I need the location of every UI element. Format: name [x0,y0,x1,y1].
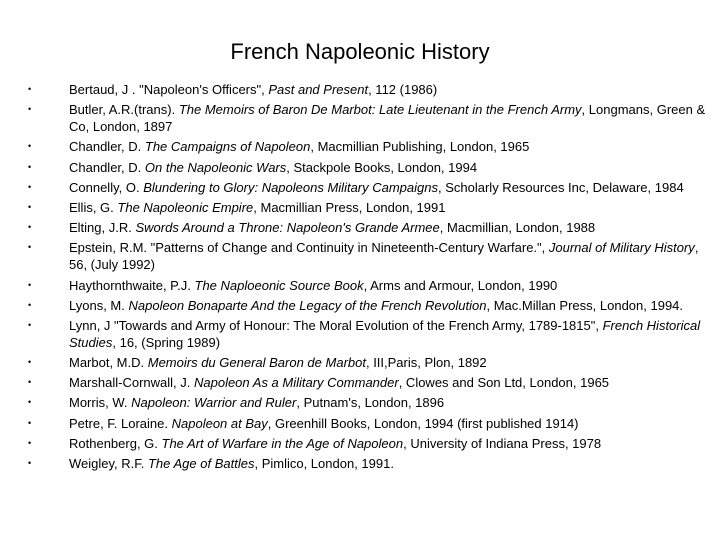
bullet-icon: • [28,242,32,253]
reference-item [28,455,708,472]
bullet-icon: • [28,201,32,212]
reference-title: The Napoleonic Empire [117,199,254,215]
reference-author: Weigley, R.F. [69,456,148,471]
bullet-icon: • [28,141,32,152]
reference-item [28,138,708,155]
reference-details: , Scholarly Resources Inc, Delaware, 1984 [438,179,684,195]
reference-item [28,317,708,351]
slide-title: French Napoleonic History [230,39,490,64]
bullet-icon: • [28,104,32,115]
reference-details: , 16, (Spring 1989) [112,334,221,350]
reference-author: Lyons, M. [69,297,129,313]
bullet-icon: • [28,437,32,448]
bullet-icon: • [28,161,32,172]
reference-list [28,81,708,475]
reference-title: The Campaigns of Napoleon [144,139,311,155]
bullet-icon: • [28,319,32,330]
reference-author: Epstein, R.M. "Patterns of Change and Continuity in Nineteenth-Century Warfare.", [69,240,549,256]
reference-author: Lynn, J "Towards and Army of Honour: The Moral Evolution of the French Army, 1789-1815", [69,317,603,333]
bullet-icon: • [28,279,32,290]
reference-author: Ellis, G. [69,199,118,215]
reference-title: Napoleon: Warrior and Ruler [131,395,297,411]
bullet-icon: • [28,377,32,388]
reference-details: , III,Paris, Plon, 1892 [365,355,487,371]
reference-item [28,297,708,314]
bullet-icon: • [28,181,32,192]
reference-details: , Mac.Millan Press, London, 1994. [486,297,684,313]
bullet-icon: • [28,357,32,368]
reference-title: The Age of Battles [147,456,255,471]
bullet-icon: • [28,417,32,428]
reference-item [28,415,708,432]
reference-title: The Art of Warfare in the Age of Napoleon [161,435,404,451]
reference-item [28,394,708,411]
reference-item [28,239,708,273]
reference-details: , Macmillian Publishing, London, 1965 [310,139,530,155]
reference-title: Napoleon Bonaparte And the Legacy of the French Revolution [128,297,487,313]
reference-title: Memoirs du General Baron de Marbot [147,355,366,371]
reference-author: Elting, J.R. [69,220,136,236]
reference-title: The Naploeonic Source Book [194,277,364,293]
reference-item [28,219,708,236]
reference-details: , Macmillian, London, 1988 [439,220,596,236]
reference-title: Journal of Military History [548,240,695,256]
reference-title: French Historical Studies [69,317,701,350]
reference-item [28,179,708,196]
reference-title: The Memoirs of Baron De Marbot: Late Lieutenant in the French Army [178,102,582,118]
reference-author: Connelly, O. [69,179,144,195]
reference-details: , University of Indiana Press, 1978 [403,435,602,451]
reference-title: Napoleon at Bay [171,415,268,431]
bullet-icon: • [28,299,32,310]
reference-author: Chandler, D. [69,139,145,155]
reference-author: Haythornthwaite, P.J. [69,277,195,293]
reference-title: On the Napoleonic Wars [144,159,287,175]
reference-author: Rothenberg, G. [69,435,162,451]
bullet-icon: • [28,458,32,468]
reference-author: Morris, W. [69,395,132,411]
reference-author: Marbot, M.D. [69,355,148,371]
reference-title: Swords Around a Throne: Napoleon's Grande Armee [135,220,440,236]
reference-item [28,101,708,135]
reference-details: , Arms and Armour, London, 1990 [363,277,558,293]
bullet-icon: • [28,397,32,408]
reference-author: Chandler, D. [69,159,145,175]
reference-title: Blundering to Glory: Napoleons Military Campaigns [143,179,438,195]
reference-details: , 56, (July 1992) [69,240,699,273]
reference-author: Marshall-Cornwall, J. [69,375,194,391]
reference-author: Bertaud, J . "Napoleon's Officers", [69,82,269,97]
bullet-icon: • [28,222,32,233]
reference-details: , 112 (1986) [368,82,438,97]
reference-details: , Longmans, Green & Co, London, 1897 [69,102,706,135]
reference-item [28,435,708,452]
reference-details: , Putnam's, London, 1896 [296,395,445,411]
reference-details: , Stackpole Books, London, 1994 [286,159,478,175]
reference-details: , Pimlico, London, 1991. [254,456,394,471]
reference-author: Butler, A.R.(trans). [69,102,179,118]
reference-item [28,374,708,391]
reference-item [28,159,708,176]
reference-item [28,199,708,216]
reference-title: Past and Present [268,82,369,97]
reference-item [28,277,708,294]
bullet-icon: • [28,84,32,94]
reference-details: , Greenhill Books, London, 1994 (first published 1914) [267,415,579,431]
reference-title: Napoleon As a Military Commander [193,375,399,391]
reference-details: , Clowes and Son Ltd, London, 1965 [398,375,610,391]
reference-item [28,81,708,98]
reference-details: , Macmillian Press, London, 1991 [253,199,446,215]
reference-item [28,354,708,371]
reference-author: Petre, F. Loraine. [69,415,172,431]
